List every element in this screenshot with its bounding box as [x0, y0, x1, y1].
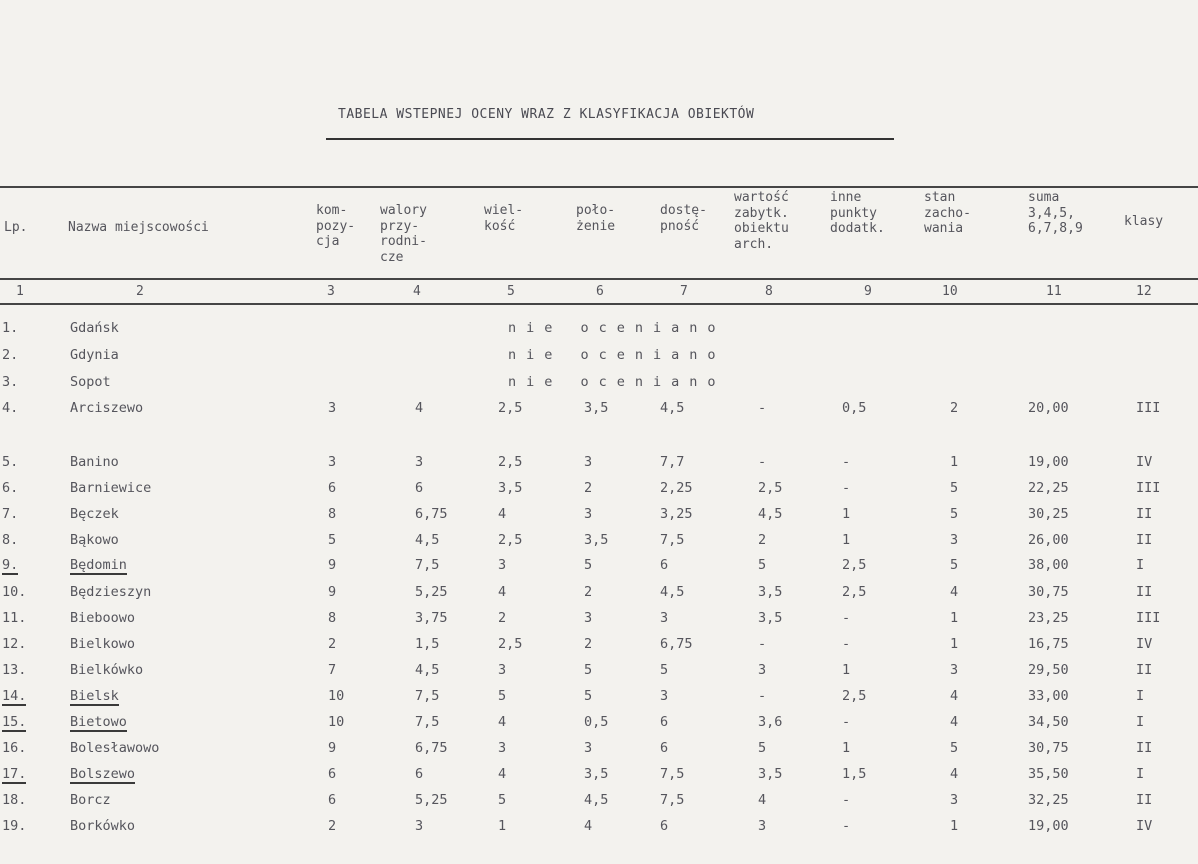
- monument-value-value: 3,5: [758, 766, 783, 782]
- condition-value: 5: [950, 506, 959, 522]
- natural-values-value: 1,5: [415, 636, 440, 652]
- class-value: I: [1136, 714, 1145, 730]
- extra-points-value: -: [842, 636, 851, 652]
- header-bottom-rule: [0, 278, 1198, 280]
- row-place-name: Borkówko: [70, 818, 136, 834]
- condition-value: 4: [950, 584, 959, 600]
- sum-value: 22,25: [1028, 480, 1069, 496]
- header-lp: Lp.: [4, 220, 28, 235]
- condition-value: 3: [950, 662, 959, 678]
- accessibility-value: 6,75: [660, 636, 693, 652]
- location-value: 3: [584, 506, 593, 522]
- row-place-name: Borcz: [70, 792, 111, 808]
- extra-points-value: -: [842, 610, 851, 626]
- class-value: IV: [1136, 454, 1153, 470]
- row-place-name: Gdynia: [70, 347, 119, 363]
- class-value: III: [1136, 400, 1161, 416]
- natural-values-value: 7,5: [415, 714, 440, 730]
- row-place-name: Barniewice: [70, 480, 152, 496]
- condition-value: 4: [950, 714, 959, 730]
- location-value: 3,5: [584, 532, 609, 548]
- location-value: 3,5: [584, 400, 609, 416]
- title-underline: [326, 138, 894, 140]
- extra-points-value: -: [842, 454, 851, 470]
- accessibility-value: 3: [660, 688, 669, 704]
- row-lp: 11.: [2, 610, 27, 626]
- accessibility-value: 6: [660, 818, 669, 834]
- location-value: 2: [584, 480, 593, 496]
- monument-value-value: 3,5: [758, 584, 783, 600]
- extra-points-value: 2,5: [842, 584, 867, 600]
- monument-value-value: 2: [758, 532, 767, 548]
- row-place-name: Arciszewo: [70, 400, 144, 416]
- header-extra-points: inne punkty dodatk.: [830, 190, 885, 236]
- location-value: 3: [584, 740, 593, 756]
- header-size: wiel- kość: [484, 203, 524, 234]
- size-value: 3: [498, 662, 507, 678]
- monument-value-value: -: [758, 454, 767, 470]
- accessibility-value: 3,25: [660, 506, 693, 522]
- natural-values-value: 7,5: [415, 557, 440, 573]
- composition-value: 9: [328, 584, 337, 600]
- location-value: 3: [584, 610, 593, 626]
- column-number: 1: [16, 284, 24, 299]
- row-place-name: Bęczek: [70, 506, 119, 522]
- location-value: 2: [584, 636, 593, 652]
- size-value: 4: [498, 766, 507, 782]
- row-lp: 2.: [2, 347, 19, 363]
- condition-value: 4: [950, 688, 959, 704]
- row-lp: 6.: [2, 480, 19, 496]
- accessibility-value: 2,25: [660, 480, 693, 496]
- header-composition: kom- pozy- cja: [316, 203, 356, 249]
- class-value: II: [1136, 740, 1153, 756]
- class-value: IV: [1136, 818, 1153, 834]
- composition-value: 6: [328, 766, 337, 782]
- column-number-rule: [0, 303, 1198, 305]
- row-lp: 14.: [2, 688, 27, 704]
- condition-value: 1: [950, 818, 959, 834]
- monument-value-value: 2,5: [758, 480, 783, 496]
- extra-points-value: 1: [842, 532, 851, 548]
- natural-values-value: 5,25: [415, 792, 448, 808]
- column-number: 11: [1046, 284, 1062, 299]
- header-location: poło- żenie: [576, 203, 616, 234]
- accessibility-value: 5: [660, 662, 669, 678]
- natural-values-value: 4,5: [415, 662, 440, 678]
- column-number: 3: [327, 284, 335, 299]
- header-monument-value: wartość zabytk. obiektu arch.: [734, 190, 789, 252]
- class-value: II: [1136, 584, 1153, 600]
- location-value: 5: [584, 688, 593, 704]
- header-condition: stan zacho- wania: [924, 190, 971, 236]
- monument-value-value: 3,5: [758, 610, 783, 626]
- sum-value: 30,75: [1028, 584, 1069, 600]
- location-value: 0,5: [584, 714, 609, 730]
- row-place-name: Bietowo: [70, 714, 127, 730]
- monument-value-value: -: [758, 688, 767, 704]
- extra-points-value: -: [842, 480, 851, 496]
- row-lp: 10.: [2, 584, 27, 600]
- accessibility-value: 4,5: [660, 584, 685, 600]
- row-lp: 7.: [2, 506, 19, 522]
- composition-value: 3: [328, 454, 337, 470]
- not-rated-note: nie oceniano: [508, 320, 726, 336]
- size-value: 2,5: [498, 454, 523, 470]
- size-value: 3: [498, 740, 507, 756]
- composition-value: 7: [328, 662, 337, 678]
- row-lp: 19.: [2, 818, 27, 834]
- composition-value: 2: [328, 818, 337, 834]
- sum-value: 16,75: [1028, 636, 1069, 652]
- header-classes: klasy: [1124, 214, 1164, 229]
- composition-value: 3: [328, 400, 337, 416]
- composition-value: 8: [328, 506, 337, 522]
- composition-value: 6: [328, 792, 337, 808]
- row-lp: 12.: [2, 636, 27, 652]
- location-value: 5: [584, 662, 593, 678]
- size-value: 2: [498, 610, 507, 626]
- size-value: 3: [498, 557, 507, 573]
- class-value: I: [1136, 557, 1145, 573]
- row-place-name: Banino: [70, 454, 119, 470]
- condition-value: 1: [950, 636, 959, 652]
- size-value: 4: [498, 584, 507, 600]
- row-place-name: Będzieszyn: [70, 584, 152, 600]
- composition-value: 10: [328, 714, 345, 730]
- not-rated-note: nie oceniano: [508, 347, 726, 363]
- natural-values-value: 3: [415, 818, 424, 834]
- location-value: 5: [584, 557, 593, 573]
- location-value: 2: [584, 584, 593, 600]
- condition-value: 1: [950, 454, 959, 470]
- column-number: 12: [1136, 284, 1152, 299]
- row-lp: 1.: [2, 320, 19, 336]
- sum-value: 23,25: [1028, 610, 1069, 626]
- location-value: 4,5: [584, 792, 609, 808]
- composition-value: 2: [328, 636, 337, 652]
- extra-points-value: -: [842, 818, 851, 834]
- column-number: 10: [942, 284, 958, 299]
- column-number: 5: [507, 284, 515, 299]
- natural-values-value: 7,5: [415, 688, 440, 704]
- natural-values-value: 3: [415, 454, 424, 470]
- monument-value-value: 4: [758, 792, 767, 808]
- composition-value: 10: [328, 688, 345, 704]
- accessibility-value: 7,7: [660, 454, 685, 470]
- class-value: III: [1136, 480, 1161, 496]
- accessibility-value: 6: [660, 714, 669, 730]
- location-value: 4: [584, 818, 593, 834]
- sum-value: 33,00: [1028, 688, 1069, 704]
- document-title: TABELA WSTEPNEJ OCENY WRAZ Z KLASYFIKACJA OBIEKTÓW: [338, 107, 755, 122]
- header-natural-values: walory przy- rodni- cze: [380, 203, 427, 265]
- extra-points-value: -: [842, 714, 851, 730]
- natural-values-value: 6: [415, 766, 424, 782]
- composition-value: 6: [328, 480, 337, 496]
- size-value: 3,5: [498, 480, 523, 496]
- extra-points-value: 1: [842, 740, 851, 756]
- row-lp: 4.: [2, 400, 19, 416]
- class-value: II: [1136, 662, 1153, 678]
- accessibility-value: 7,5: [660, 792, 685, 808]
- column-number: 7: [680, 284, 688, 299]
- row-place-name: Bieboowo: [70, 610, 136, 626]
- row-lp: 9.: [2, 557, 19, 573]
- monument-value-value: -: [758, 400, 767, 416]
- accessibility-value: 6: [660, 557, 669, 573]
- header-accessibility: dostę- pność: [660, 203, 707, 234]
- row-lp: 17.: [2, 766, 27, 782]
- composition-value: 9: [328, 557, 337, 573]
- class-value: III: [1136, 610, 1161, 626]
- sum-value: 20,00: [1028, 400, 1069, 416]
- row-place-name: Bąkowo: [70, 532, 119, 548]
- column-number: 6: [596, 284, 604, 299]
- column-number: 4: [413, 284, 421, 299]
- row-lp: 18.: [2, 792, 27, 808]
- accessibility-value: 7,5: [660, 532, 685, 548]
- class-value: II: [1136, 532, 1153, 548]
- monument-value-value: 5: [758, 557, 767, 573]
- size-value: 5: [498, 792, 507, 808]
- class-value: II: [1136, 792, 1153, 808]
- row-lp: 8.: [2, 532, 19, 548]
- row-lp: 15.: [2, 714, 27, 730]
- row-lp: 13.: [2, 662, 27, 678]
- size-value: 4: [498, 506, 507, 522]
- extra-points-value: 2,5: [842, 557, 867, 573]
- monument-value-value: 4,5: [758, 506, 783, 522]
- class-value: I: [1136, 688, 1145, 704]
- sum-value: 29,50: [1028, 662, 1069, 678]
- extra-points-value: 1,5: [842, 766, 867, 782]
- monument-value-value: 3: [758, 818, 767, 834]
- sum-value: 30,75: [1028, 740, 1069, 756]
- composition-value: 9: [328, 740, 337, 756]
- row-place-name: Bielkówko: [70, 662, 144, 678]
- row-place-name: Bolesławowo: [70, 740, 160, 756]
- row-lp: 16.: [2, 740, 27, 756]
- composition-value: 8: [328, 610, 337, 626]
- extra-points-value: 1: [842, 506, 851, 522]
- size-value: 2,5: [498, 532, 523, 548]
- row-place-name: Gdańsk: [70, 320, 119, 336]
- composition-value: 5: [328, 532, 337, 548]
- size-value: 5: [498, 688, 507, 704]
- row-place-name: Bielsk: [70, 688, 119, 704]
- natural-values-value: 4: [415, 400, 424, 416]
- natural-values-value: 4,5: [415, 532, 440, 548]
- natural-values-value: 6,75: [415, 740, 448, 756]
- header-sum: suma 3,4,5, 6,7,8,9: [1028, 190, 1083, 236]
- size-value: 2,5: [498, 400, 523, 416]
- location-value: 3: [584, 454, 593, 470]
- monument-value-value: 5: [758, 740, 767, 756]
- condition-value: 2: [950, 400, 959, 416]
- column-number: 2: [136, 284, 144, 299]
- condition-value: 5: [950, 480, 959, 496]
- class-value: I: [1136, 766, 1145, 782]
- not-rated-note: nie oceniano: [508, 374, 726, 390]
- condition-value: 5: [950, 740, 959, 756]
- class-value: II: [1136, 506, 1153, 522]
- size-value: 4: [498, 714, 507, 730]
- sum-value: 38,00: [1028, 557, 1069, 573]
- sum-value: 19,00: [1028, 818, 1069, 834]
- table-top-rule: [0, 186, 1198, 188]
- accessibility-value: 7,5: [660, 766, 685, 782]
- row-place-name: Bolszewo: [70, 766, 136, 782]
- sum-value: 35,50: [1028, 766, 1069, 782]
- extra-points-value: -: [842, 792, 851, 808]
- monument-value-value: -: [758, 636, 767, 652]
- location-value: 3,5: [584, 766, 609, 782]
- condition-value: 4: [950, 766, 959, 782]
- sum-value: 26,00: [1028, 532, 1069, 548]
- row-place-name: Bielkowo: [70, 636, 136, 652]
- monument-value-value: 3,6: [758, 714, 783, 730]
- natural-values-value: 5,25: [415, 584, 448, 600]
- accessibility-value: 6: [660, 740, 669, 756]
- natural-values-value: 6,75: [415, 506, 448, 522]
- sum-value: 34,50: [1028, 714, 1069, 730]
- sum-value: 19,00: [1028, 454, 1069, 470]
- extra-points-value: 2,5: [842, 688, 867, 704]
- accessibility-value: 4,5: [660, 400, 685, 416]
- condition-value: 3: [950, 792, 959, 808]
- sum-value: 30,25: [1028, 506, 1069, 522]
- header-name: Nazwa miejscowości: [68, 220, 209, 235]
- extra-points-value: 1: [842, 662, 851, 678]
- sum-value: 32,25: [1028, 792, 1069, 808]
- extra-points-value: 0,5: [842, 400, 867, 416]
- condition-value: 1: [950, 610, 959, 626]
- row-place-name: Będomin: [70, 557, 127, 573]
- class-value: IV: [1136, 636, 1153, 652]
- row-lp: 3.: [2, 374, 19, 390]
- row-lp: 5.: [2, 454, 19, 470]
- size-value: 2,5: [498, 636, 523, 652]
- column-number: 8: [765, 284, 773, 299]
- column-number: 9: [864, 284, 872, 299]
- natural-values-value: 3,75: [415, 610, 448, 626]
- row-place-name: Sopot: [70, 374, 111, 390]
- size-value: 1: [498, 818, 507, 834]
- condition-value: 5: [950, 557, 959, 573]
- condition-value: 3: [950, 532, 959, 548]
- accessibility-value: 3: [660, 610, 669, 626]
- natural-values-value: 6: [415, 480, 424, 496]
- monument-value-value: 3: [758, 662, 767, 678]
